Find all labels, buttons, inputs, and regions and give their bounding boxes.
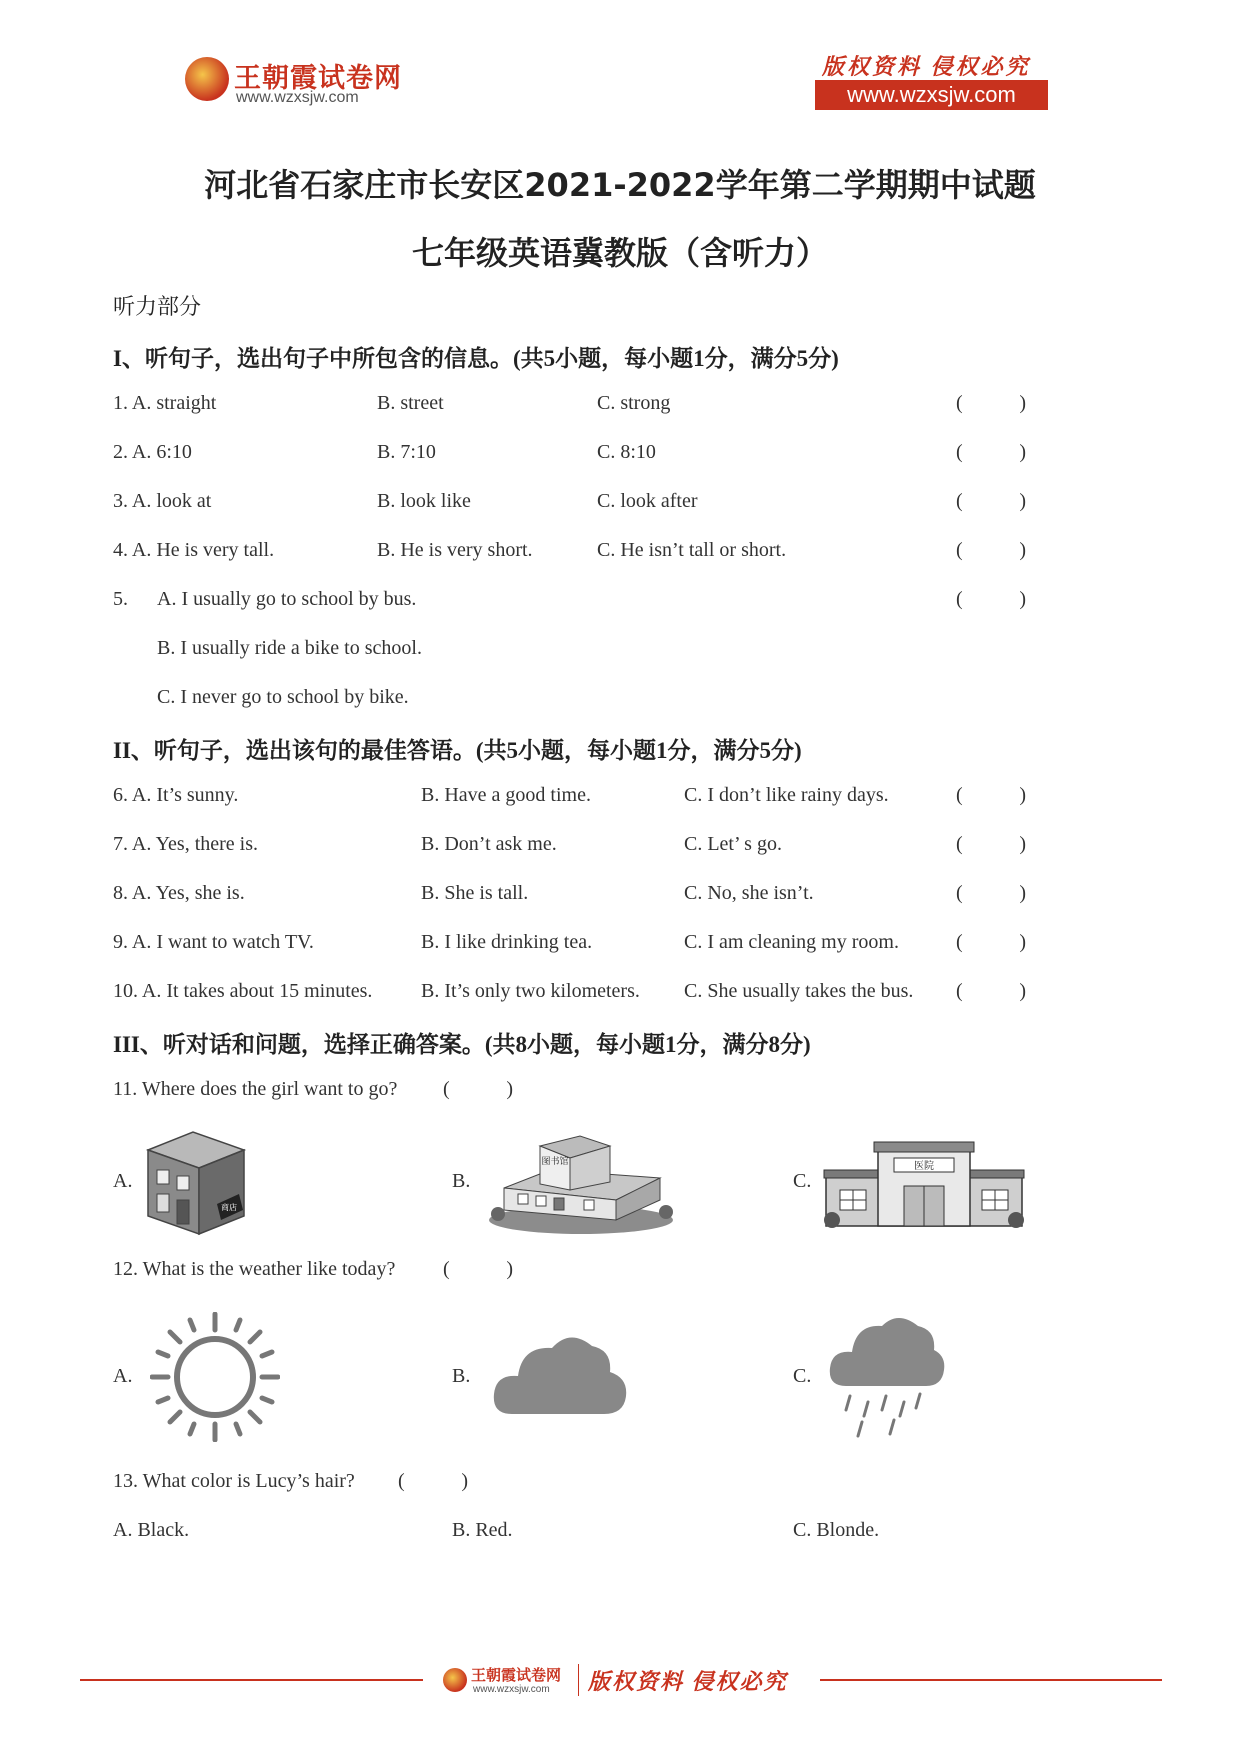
q9-option-b: B. I like drinking tea. (421, 931, 593, 953)
site-url-banner: www.wzxsjw.com (815, 80, 1048, 110)
q3-option-c: C. look after (597, 490, 698, 512)
q9-option-c: C. I am cleaning my room. (684, 931, 899, 953)
q11-label-b: B. (452, 1170, 471, 1192)
q8-option-a: 8. A. Yes, she is. (113, 882, 245, 904)
page-subtitle: 七年级英语冀教版（含听力） (411, 234, 828, 272)
footer-rule-left (80, 1679, 423, 1681)
hospital-building-icon (822, 1128, 1026, 1234)
q7-answer-bracket: ( ) (956, 833, 1026, 855)
q5-option-c: C. I never go to school by bike. (157, 686, 409, 708)
q2-option-a: 2. A. 6:10 (113, 441, 192, 463)
q8-option-b: B. She is tall. (421, 882, 529, 904)
q7-option-c: C. Let’ s go. (684, 833, 782, 855)
q10-option-a: 10. A. It takes about 15 minutes. (113, 980, 373, 1002)
q12-label-a: A. (113, 1365, 133, 1387)
footer-logo-url: www.wzxsjw.com (473, 1684, 550, 1695)
q7-option-b: B. Don’t ask me. (421, 833, 557, 855)
q4-option-b: B. He is very short. (377, 539, 533, 561)
footer-logo-title: 王朝霞试卷网 (471, 1667, 562, 1684)
sun-icon (150, 1312, 280, 1442)
q5-option-b: B. I usually ride a bike to school. (157, 637, 422, 659)
q5-answer-bracket: ( ) (956, 588, 1026, 610)
q12-label-b: B. (452, 1365, 471, 1387)
q10-option-c: C. She usually takes the bus. (684, 980, 914, 1002)
svg-text:商店: 商店 (221, 1203, 237, 1212)
q9-answer-bracket: ( ) (956, 931, 1026, 953)
q12-text: 12. What is the weather like today? (113, 1258, 396, 1280)
q13-text: 13. What color is Lucy’s hair? (113, 1470, 355, 1492)
q4-option-a: 4. A. He is very tall. (113, 539, 275, 561)
q8-option-c: C. No, she isn’t. (684, 882, 814, 904)
q2-option-c: C. 8:10 (597, 441, 656, 463)
q3-answer-bracket: ( ) (956, 490, 1026, 512)
q3-option-b: B. look like (377, 490, 471, 512)
q5-number: 5. (113, 588, 128, 610)
cloud-icon (492, 1328, 628, 1416)
q1-option-b: B. street (377, 392, 444, 414)
q12-label-c: C. (793, 1365, 812, 1387)
q1-answer-bracket: ( ) (956, 392, 1026, 414)
footer-rule-right (820, 1679, 1162, 1681)
q6-answer-bracket: ( ) (956, 784, 1026, 806)
q4-answer-bracket: ( ) (956, 539, 1026, 561)
q2-option-b: B. 7:10 (377, 441, 436, 463)
q10-option-b: B. It’s only two kilometers. (421, 980, 640, 1002)
q13-answer-bracket: ( ) (398, 1470, 468, 1492)
q1-option-a: 1. A. straight (113, 392, 217, 414)
q10-answer-bracket: ( ) (956, 980, 1026, 1002)
listening-label: 听力部分 (113, 294, 202, 319)
q9-option-a: 9. A. I want to watch TV. (113, 931, 314, 953)
section-3-heading: III、听对话和问题，选择正确答案。(共8小题，每小题1分，满分8分) (113, 1032, 811, 1057)
svg-text:医院: 医院 (914, 1161, 934, 1172)
footer-logo-icon (443, 1668, 467, 1692)
q3-option-a: 3. A. look at (113, 490, 212, 512)
q13-option-a: A. Black. (113, 1519, 190, 1541)
copyright-notice: 版权资料 侵权必究 (822, 54, 1031, 79)
q6-option-b: B. Have a good time. (421, 784, 591, 806)
logo-emblem-icon (185, 57, 229, 101)
section-2-heading: II、听句子，选出该句的最佳答语。(共5小题，每小题1分，满分5分) (113, 738, 802, 763)
q7-option-a: 7. A. Yes, there is. (113, 833, 259, 855)
shop-building-icon (143, 1128, 249, 1236)
library-building-icon (484, 1128, 678, 1236)
q11-label-c: C. (793, 1170, 812, 1192)
logo-url: www.wzxsjw.com (236, 89, 359, 106)
rain-cloud-icon (828, 1310, 946, 1440)
q12-answer-bracket: ( ) (443, 1258, 513, 1280)
q6-option-a: 6. A. It’s sunny. (113, 784, 239, 806)
q6-option-c: C. I don’t like rainy days. (684, 784, 889, 806)
q2-answer-bracket: ( ) (956, 441, 1026, 463)
logo-title: 王朝霞试卷网 (234, 63, 402, 93)
q1-option-c: C. strong (597, 392, 671, 414)
q11-text: 11. Where does the girl want to go? (113, 1078, 398, 1100)
page-title: 河北省石家庄市长安区2021-2022学年第二学期期中试题 (204, 166, 1036, 204)
footer-copyright: 版权资料 侵权必究 (588, 1669, 788, 1694)
footer-divider (578, 1664, 579, 1696)
q13-option-c: C. Blonde. (793, 1519, 880, 1541)
q4-option-c: C. He isn’t tall or short. (597, 539, 787, 561)
q5-option-a: A. I usually go to school by bus. (157, 588, 417, 610)
section-1-heading: I、听句子，选出句子中所包含的信息。(共5小题，每小题1分，满分5分) (113, 346, 839, 371)
svg-text:图书馆: 图书馆 (541, 1157, 569, 1167)
q11-label-a: A. (113, 1170, 133, 1192)
q11-answer-bracket: ( ) (443, 1078, 513, 1100)
q13-option-b: B. Red. (452, 1519, 513, 1541)
q8-answer-bracket: ( ) (956, 882, 1026, 904)
